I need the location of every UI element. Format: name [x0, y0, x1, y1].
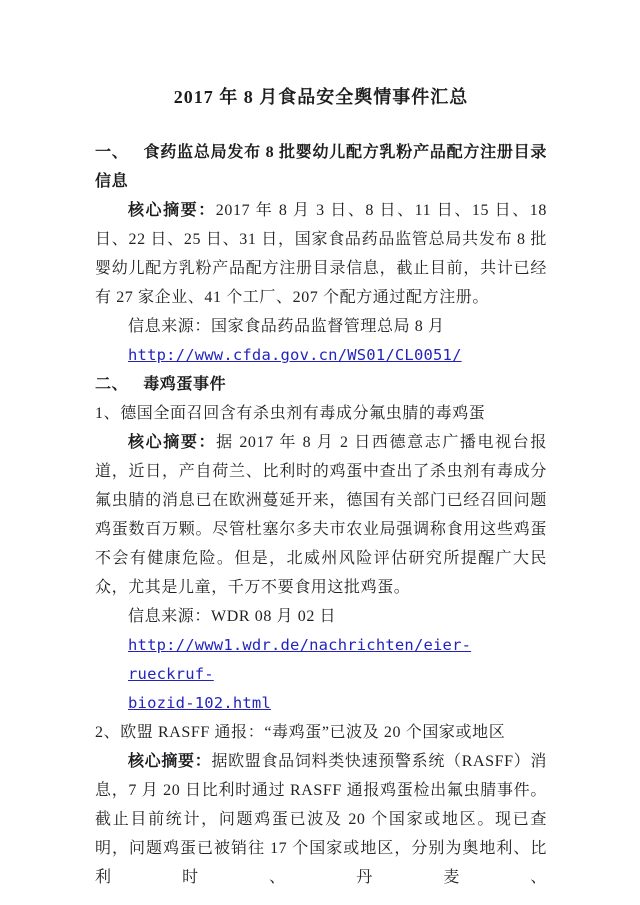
- summary-text: 据欧盟食品饲料类快速预警系统（RASFF）消息，7 月 20 日比利时通过 RASFF 通报鸡蛋检出氟虫腈事件。截止目前统计，问题鸡蛋已波及 20 个国家或地区。现已查明，问题鸡蛋已被销往 17 个国家或地区，分别为奥地利、比利时、丹麦、: [95, 753, 547, 886]
- summary-label: 核心摘要：: [128, 434, 217, 451]
- summary-label: 核心摘要：: [128, 202, 216, 219]
- section-1-summary: [95, 196, 547, 312]
- document-title: 2017 年 8 月食品安全舆情事件汇总: [173, 87, 469, 107]
- section-2-heading-text: 毒鸡蛋事件: [143, 376, 227, 393]
- item-1-summary: [95, 428, 547, 602]
- summary-text: 据 2017 年 8 月 2 日西德意志广播电视台报道，近日，产自荷兰、比利时的鸡蛋中查出了杀虫剂有毒成分氟虫腈的消息已在欧洲蔓延开来，德国有关部门已经召回问题鸡蛋数百万颗。尽管杜塞尔多夫市农业局强调称食用这些鸡蛋不会有健康危险。但是，北威州风险评估研究所提醒广大民众，尤其是儿童，千万不要食用这批鸡蛋。: [95, 434, 547, 596]
- section-1-heading-text: 食药监总局发布 8 批婴幼儿配方乳粉产品配方注册目录信息: [95, 144, 547, 190]
- link-line: http://www.cfda.gov.cn/WS01/CL0051/: [128, 346, 462, 364]
- link-line: biozid-102.html: [128, 694, 271, 712]
- section-1-heading: [95, 138, 547, 196]
- summary-text: 2017 年 8 月 3 日、8 日、11 日、15 日、18 日、22 日、25 日、31 日，国家食品药品监管总局共发布 8 批婴幼儿配方乳粉产品配方注册目录信息，截止目前，共计已经有 27 家企业、41 个工厂、207 个配方通过配方注册。: [95, 202, 547, 306]
- section-2-number: 二、: [95, 376, 129, 393]
- item-1-source-link[interactable]: [128, 631, 547, 718]
- section-1-number: 一、: [95, 144, 129, 161]
- item-1-link-paragraph: [95, 631, 547, 718]
- summary-label: 核心摘要：: [128, 753, 212, 770]
- link-line: http://www1.wdr.de/nachrichten/eier-rueckruf-: [128, 636, 472, 683]
- item-2-title: 2、欧盟 RASFF 通报：“毒鸡蛋”已波及 20 个国家或地区: [95, 724, 506, 741]
- section-1-link-paragraph: [95, 341, 547, 370]
- item-2-summary: [95, 747, 547, 892]
- item-1-title: 1、德国全面召回含有杀虫剂有毒成分氟虫腈的毒鸡蛋: [95, 405, 486, 422]
- section-1-source-link[interactable]: [128, 341, 547, 370]
- item-1-source-line: 信息来源：WDR 08 月 02 日: [128, 608, 337, 625]
- section-1-source-line: 信息来源：国家食品药品监督管理总局 8 月: [128, 318, 445, 335]
- section-2-heading: [95, 370, 547, 399]
